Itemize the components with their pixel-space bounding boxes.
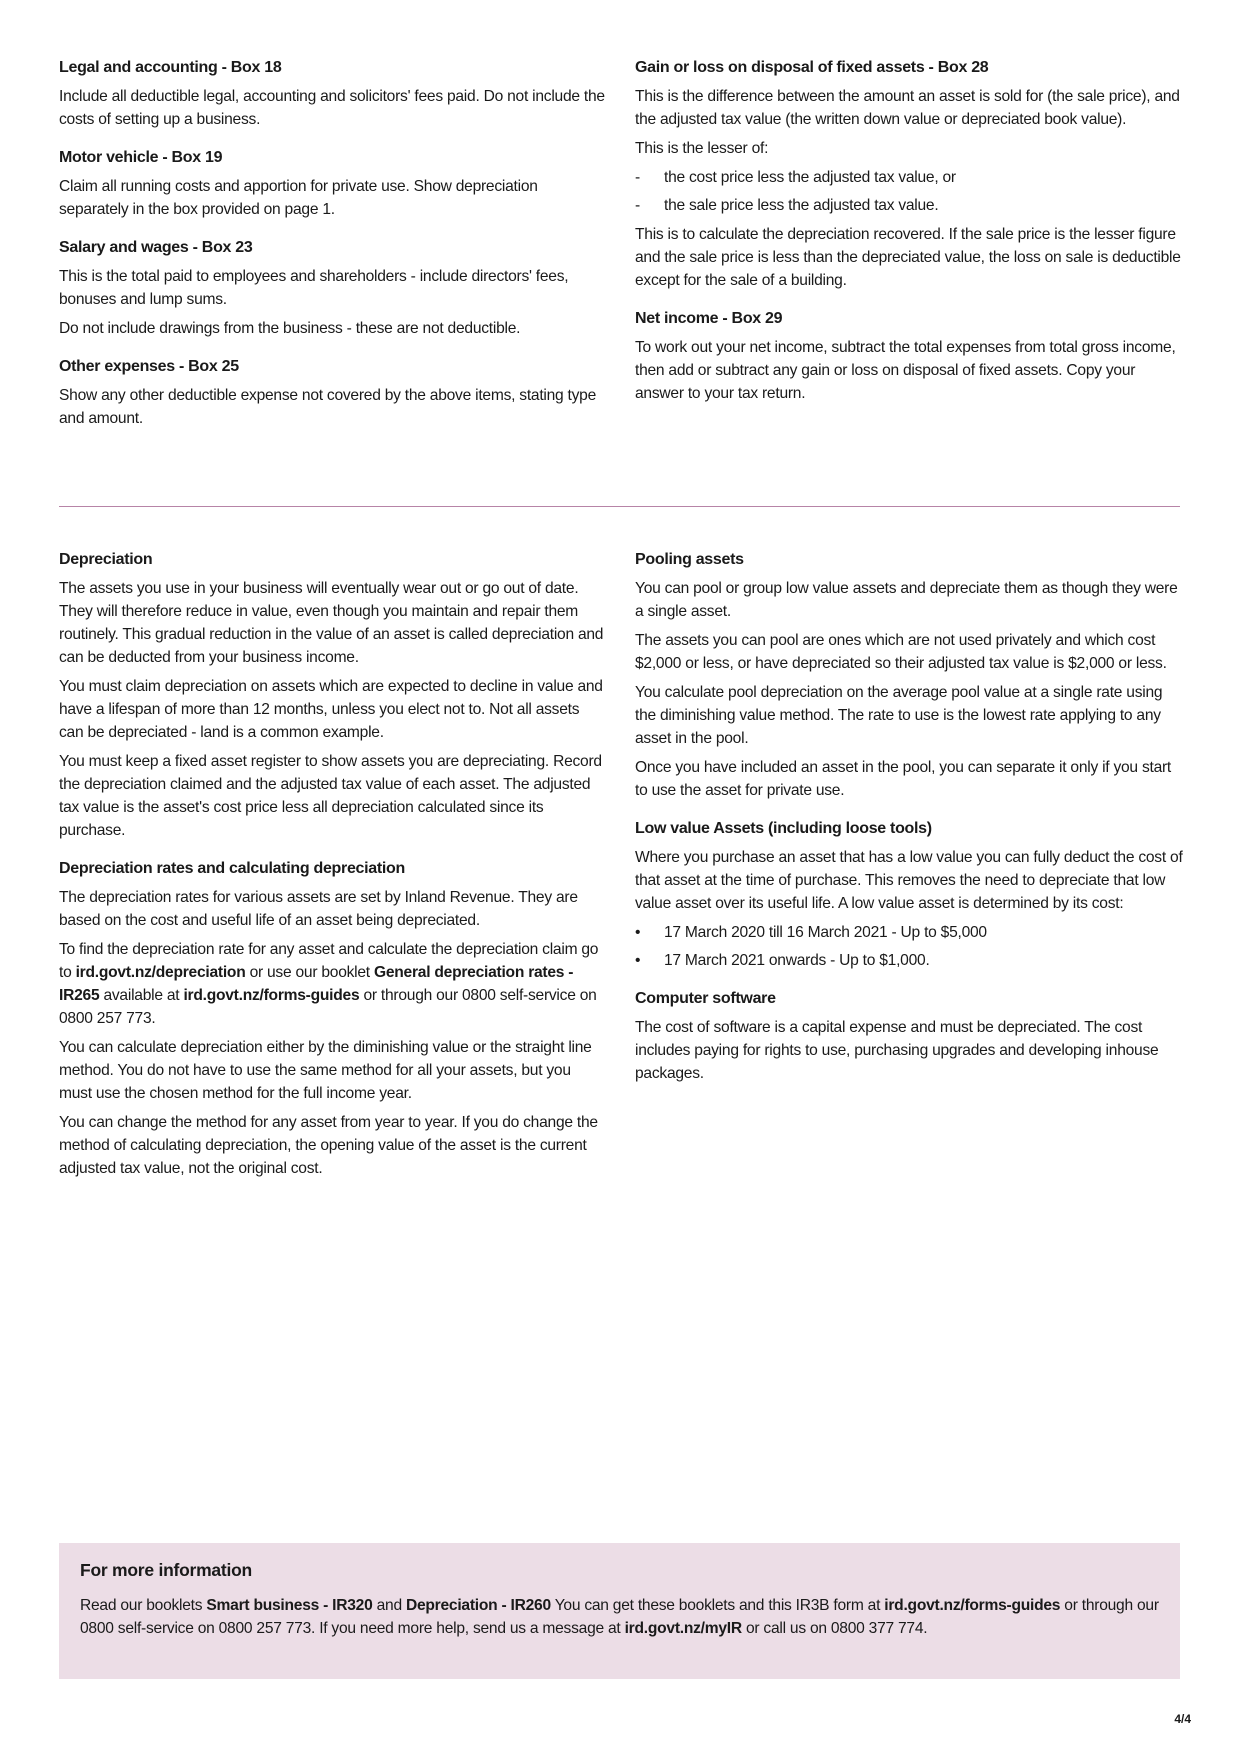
paragraph: You must keep a fixed asset register to show assets you are depreciating. Record the depreciation claimed and the adjusted tax value of each asset. The adjusted tax value is the asset's cost price less all depreciation calculated since its purchase. bbox=[59, 753, 602, 839]
text: To find the depreciation rate for any asset and calculate the depreciation claim go to bbox=[59, 941, 599, 981]
dash-marker: - bbox=[635, 169, 640, 186]
paragraph: You can change the method for any asset from year to year. If you do change the method of calculating depreciation, the opening value of the asset is the current adjusted tax value, not the original cost. bbox=[59, 1114, 598, 1177]
booklet-title: General depreciation rates - IR265 bbox=[59, 964, 574, 1004]
section-heading: Depreciation rates and calculating depreciation bbox=[59, 860, 406, 877]
bullet-list bbox=[635, 921, 1183, 972]
paragraph: Include all deductible legal, accounting and solicitors' fees paid. Do not include the costs of setting up a business. bbox=[59, 88, 605, 128]
paragraph: The assets you use in your business will eventually wear out or go out of date. They will therefore reduce in value, even though you maintain and repair them routinely. This gradual reduction in the value of an asset is called depreciation and can be deducted from your business income. bbox=[59, 580, 604, 666]
paragraph: The assets you can pool are ones which are not used privately and which cost $2,000 or less, or have depreciated so their adjusted tax value is $2,000 or less. bbox=[635, 632, 1167, 672]
paragraph: Where you purchase an asset that has a low value you can fully deduct the cost of that asset at the time of purchase. This removes the need to depreciate that low value asset over its useful life. A low value asset is determined by its cost: bbox=[635, 849, 1183, 912]
text: or call us on 0800 377 774. bbox=[741, 1620, 928, 1637]
list-item-text: the cost price less the adjusted tax value, or bbox=[664, 169, 956, 186]
section-divider bbox=[59, 506, 1180, 507]
text: and bbox=[372, 1597, 406, 1614]
footer-paragraph bbox=[80, 1594, 1159, 1640]
paragraph: You must claim depreciation on assets which are expected to decline in value and have a lifespan of more than 12 months, unless you elect not to. Not all assets can be depreciated - land is a common example. bbox=[59, 678, 603, 741]
paragraph: Show any other deductible expense not covered by the above items, stating type and amount. bbox=[59, 387, 597, 427]
depreciation-link[interactable]: ird.govt.nz/depreciation bbox=[75, 964, 246, 981]
more-information-box bbox=[59, 1543, 1180, 1679]
forms-guides-link[interactable]: ird.govt.nz/forms-guides bbox=[183, 987, 360, 1004]
section-heading: Salary and wages - Box 23 bbox=[59, 239, 253, 256]
paragraph: You calculate pool depreciation on the average pool value at a single rate using the diminishing value method. The rate to use is the lowest rate applying to any asset in the pool. bbox=[635, 684, 1163, 747]
bullet-icon: • bbox=[635, 952, 641, 969]
paragraph: The cost of software is a capital expense and must be depreciated. The cost includes paying for rights to use, purchasing upgrades and developing inhouse packages. bbox=[635, 1019, 1159, 1082]
section-heading: Other expenses - Box 25 bbox=[59, 358, 239, 375]
dash-marker: - bbox=[635, 197, 640, 214]
list-item bbox=[635, 949, 1183, 972]
dash-list bbox=[635, 166, 1183, 217]
paragraph: To work out your net income, subtract the total expenses from total gross income, then add or subtract any gain or loss on disposal of fixed assets. Copy your answer to your tax return. bbox=[635, 339, 1176, 402]
booklet-title: Smart business - IR320 bbox=[206, 1597, 373, 1614]
booklet-title: Depreciation - IR260 bbox=[405, 1597, 551, 1614]
list-item-text: the sale price less the adjusted tax value. bbox=[664, 197, 939, 214]
myir-link[interactable]: ird.govt.nz/myIR bbox=[624, 1620, 742, 1637]
text: Read our booklets bbox=[80, 1597, 207, 1614]
list-item bbox=[635, 921, 1183, 944]
section-heading: Net income - Box 29 bbox=[635, 310, 783, 327]
text: or through our 0800 self-service on 0800 257 773. bbox=[59, 987, 597, 1027]
paragraph: Once you have included an asset in the pool, you can separate it only if you start to use the asset for private use. bbox=[635, 759, 1172, 799]
find-rate-paragraph bbox=[59, 938, 607, 1030]
paragraph: You can pool or group low value assets and depreciate them as though they were a single asset. bbox=[635, 580, 1178, 620]
page-number: 4/4 bbox=[1174, 1712, 1191, 1726]
top-right-column bbox=[635, 57, 1183, 411]
section-heading: Motor vehicle - Box 19 bbox=[59, 149, 223, 166]
text: available at bbox=[99, 987, 184, 1004]
bullet-icon: • bbox=[635, 924, 641, 941]
bottom-left-column bbox=[59, 549, 607, 1186]
paragraph: You can calculate depreciation either by the diminishing value or the straight line method. You do not have to use the same method for all your assets, but you must use the chosen method for the full income year. bbox=[59, 1039, 592, 1102]
list-item bbox=[635, 194, 1183, 217]
text: or through our 0800 self-service on 0800 257 773. If you need more help, send us a message at bbox=[80, 1597, 1159, 1637]
text: or use our booklet bbox=[245, 964, 374, 981]
bottom-right-column bbox=[635, 549, 1183, 1091]
section-heading: Legal and accounting - Box 18 bbox=[59, 59, 282, 76]
footer-heading: For more information bbox=[80, 1560, 252, 1580]
section-heading: Depreciation bbox=[59, 551, 153, 568]
list-item-text: 17 March 2020 till 16 March 2021 - Up to $5,000 bbox=[664, 924, 987, 941]
section-heading: Low value Assets (including loose tools) bbox=[635, 820, 932, 837]
paragraph: Do not include drawings from the business - these are not deductible. bbox=[59, 320, 521, 337]
paragraph: This is the total paid to employees and shareholders - include directors' fees, bonuses and lump sums. bbox=[59, 268, 569, 308]
paragraph: The depreciation rates for various assets are set by Inland Revenue. They are based on the cost and useful life of an asset being depreciated. bbox=[59, 889, 578, 929]
paragraph: Claim all running costs and apportion for private use. Show depreciation separately in the box provided on page 1. bbox=[59, 178, 538, 218]
section-heading: Pooling assets bbox=[635, 551, 744, 568]
paragraph: This is to calculate the depreciation recovered. If the sale price is the lesser figure and the sale price is less than the depreciated value, the loss on sale is deductible except for the sale of a building. bbox=[635, 226, 1181, 289]
section-heading: Computer software bbox=[635, 990, 776, 1007]
section-heading: Gain or loss on disposal of fixed assets - Box 28 bbox=[635, 59, 989, 76]
paragraph: This is the difference between the amount an asset is sold for (the sale price), and the adjusted tax value (the written down value or depreciated book value). bbox=[635, 88, 1180, 128]
paragraph: This is the lesser of: bbox=[635, 140, 769, 157]
forms-guides-link[interactable]: ird.govt.nz/forms-guides bbox=[884, 1597, 1061, 1614]
list-item bbox=[635, 166, 1183, 189]
top-left-column bbox=[59, 57, 607, 436]
text: You can get these booklets and this IR3B form at bbox=[550, 1597, 885, 1614]
list-item-text: 17 March 2021 onwards - Up to $1,000. bbox=[664, 952, 930, 969]
